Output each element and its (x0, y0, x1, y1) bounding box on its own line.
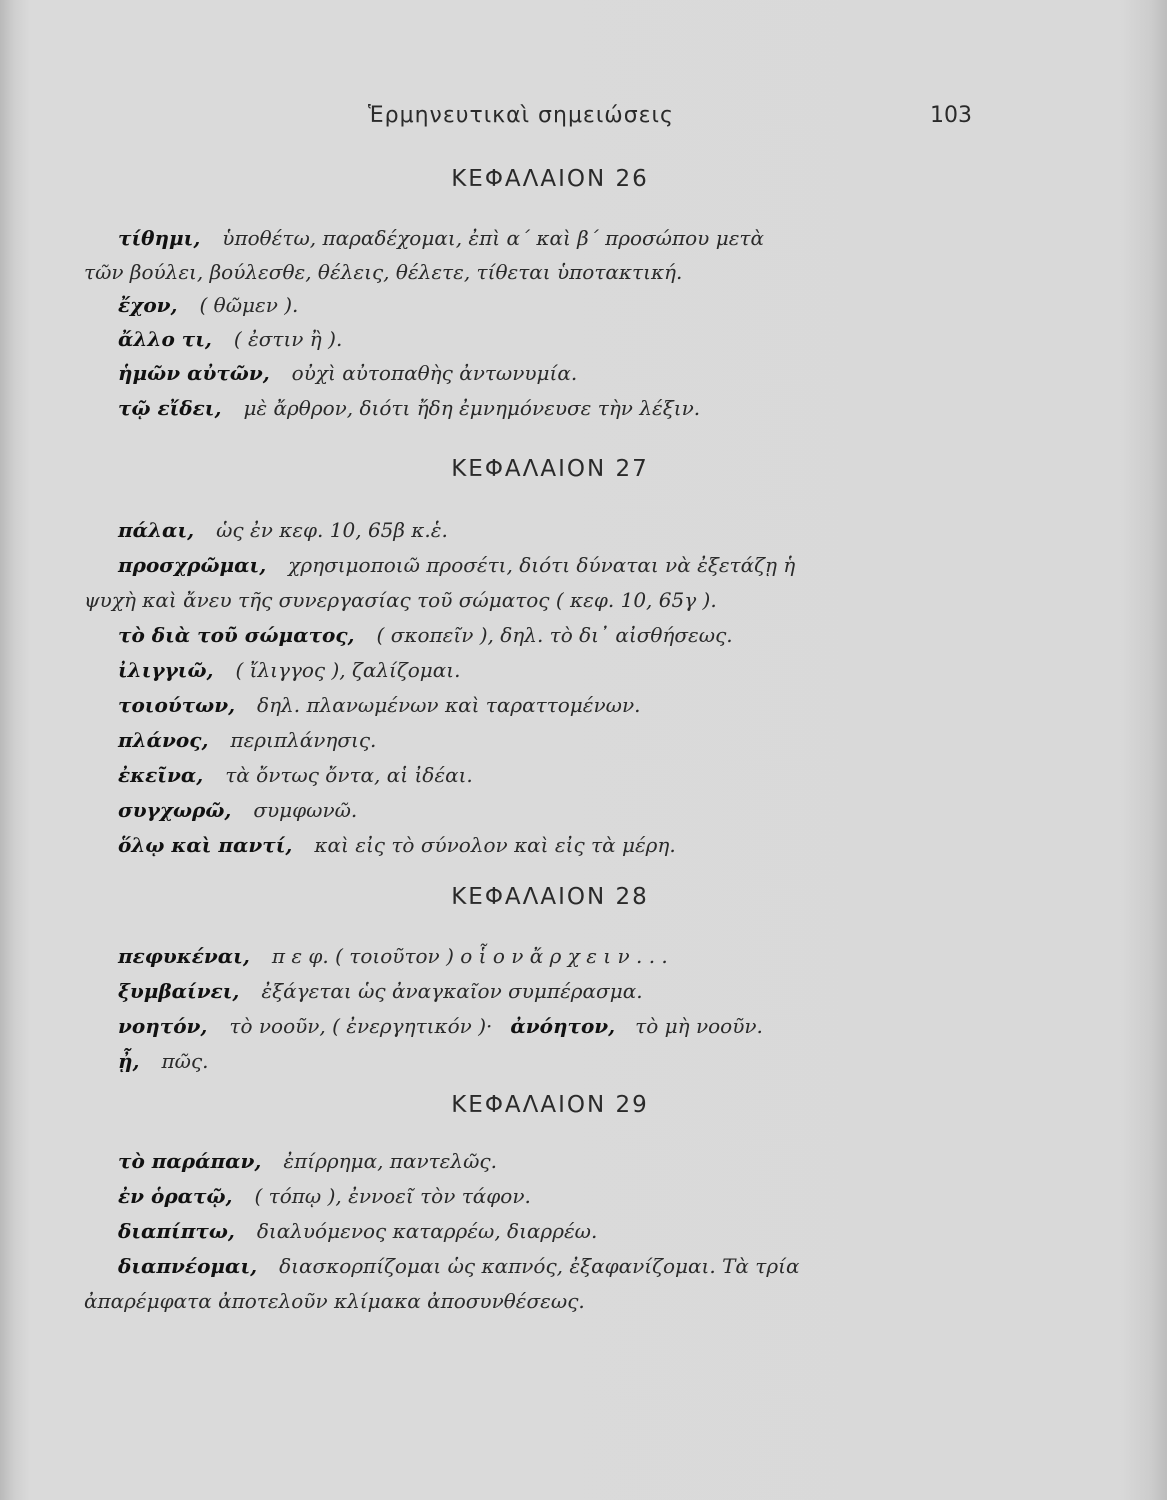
gloss-line (118, 1047, 1018, 1075)
gloss: διαλυόμενος καταρρέω, διαρρέω. (256, 1219, 598, 1243)
gloss-line (84, 586, 984, 614)
gloss: τῶν βούλει, βούλεσθε, θέλεις, θέλετε, τίθεται ὑποτακτική. (84, 260, 683, 284)
gloss: ὡς ἐν κεφ. 10, 65β κ.ἑ. (216, 518, 448, 542)
term: ἐν ὁρατῷ, (118, 1184, 233, 1208)
gloss-line (118, 726, 1018, 754)
gloss: πῶς. (161, 1049, 209, 1073)
term: ᾖ, (118, 1049, 140, 1073)
chapter-heading: ΚΕΦΑΛΑΙΟΝ 27 (451, 456, 649, 482)
gloss: συμφωνῶ. (253, 798, 358, 822)
gloss-line (118, 691, 1018, 719)
gloss: ( τόπῳ ), ἐννοεῖ τὸν τάφον. (254, 1184, 531, 1208)
gloss-line (118, 394, 1018, 422)
term: διαπνέομαι, (118, 1254, 258, 1278)
term: τίθημι, (118, 226, 201, 250)
page-number: 103 (930, 103, 972, 128)
term: πάλαι, (118, 518, 195, 542)
gloss-line (118, 1252, 1018, 1280)
gloss-line (118, 1217, 1018, 1245)
gloss: ( σκοπεῖν ), δηλ. τὸ δι᾽ αἰσθήσεως. (376, 623, 733, 647)
term: ἀνόητον, (510, 1014, 616, 1038)
gloss: οὐχὶ αὐτοπαθὴς ἀντωνυμία. (291, 361, 578, 385)
term: τὸ διὰ τοῦ σώματος, (118, 623, 355, 647)
gloss-line (118, 1147, 1018, 1175)
gloss: ὑποθέτω, παραδέχομαι, ἐπὶ α΄ καὶ β΄ προσώπου μετὰ (222, 226, 764, 250)
term: ἐκεῖνα, (118, 763, 204, 787)
chapter-heading: ΚΕΦΑΛΑΙΟΝ 28 (451, 884, 649, 910)
gloss: τὸ μὴ νοοῦν. (635, 1014, 763, 1038)
gloss-line (84, 258, 984, 286)
term: τῷ εἴδει, (118, 396, 222, 420)
gloss: π ε φ. ( τοιοῦτον ) ο ἷ ο ν ἄ ρ χ ε ι ν . . . (271, 944, 668, 968)
gloss-line (118, 621, 1018, 649)
gloss-line (118, 516, 1018, 544)
gloss-line (118, 977, 1018, 1005)
term: πεφυκέναι, (118, 944, 250, 968)
gloss: καὶ εἰς τὸ σύνολον καὶ εἰς τὰ μέρη. (314, 833, 676, 857)
gloss: ἐξάγεται ὡς ἀναγκαῖον συμπέρασμα. (261, 979, 643, 1003)
chapter-heading: ΚΕΦΑΛΑΙΟΝ 29 (451, 1092, 649, 1118)
gloss: ἀπαρέμφατα ἀποτελοῦν κλίμακα ἀποσυνθέσεως. (84, 1289, 585, 1313)
gloss-line (118, 761, 1018, 789)
gloss-line (118, 1182, 1018, 1210)
gloss: ( ἐστιν ἢ ). (233, 327, 343, 351)
gloss-line (118, 942, 1018, 970)
gloss: ( θῶμεν ). (199, 293, 299, 317)
term: νοητόν, (118, 1014, 208, 1038)
term: ἔχον, (118, 293, 178, 317)
gloss: τὰ ὄντως ὄντα, αἱ ἰδέαι. (225, 763, 473, 787)
gloss-line (118, 224, 1018, 252)
term: ὅλῳ καὶ παντί, (118, 833, 293, 857)
gloss-line (118, 359, 1018, 387)
gloss-line (118, 291, 1018, 319)
gloss-line (118, 1012, 1018, 1040)
gloss-line (118, 656, 1018, 684)
gloss: τὸ νοοῦν, ( ἐνεργητικόν )· (229, 1014, 493, 1038)
term: προσχρῶμαι, (118, 553, 267, 577)
gloss: ( ἴλιγγος ), ζαλίζομαι. (235, 658, 461, 682)
gloss-line (118, 796, 1018, 824)
term: ξυμβαίνει, (118, 979, 240, 1003)
running-title: Ἑρμηνευτικαὶ σημειώσεις (368, 103, 674, 128)
gloss-line (118, 831, 1018, 859)
gloss: ψυχὴ καὶ ἄνευ τῆς συνεργασίας τοῦ σώματος ( κεφ. 10, 65γ ). (84, 588, 717, 612)
term: ἰλιγγιῶ, (118, 658, 214, 682)
term: τοιούτων, (118, 693, 236, 717)
gloss: διασκορπίζομαι ὡς καπνός, ἐξαφανίζομαι. Τὰ τρία (279, 1254, 800, 1278)
term: διαπίπτω, (118, 1219, 235, 1243)
gloss-line (118, 325, 1018, 353)
term: συγχωρῶ, (118, 798, 232, 822)
gloss-line (84, 1287, 984, 1315)
running-header (0, 103, 1167, 133)
gloss: δηλ. πλανωμένων καὶ ταραττομένων. (257, 693, 641, 717)
term: τὸ παράπαν, (118, 1149, 262, 1173)
gloss: χρησιμοποιῶ προσέτι, διότι δύναται νὰ ἐξετάζῃ ἡ (288, 553, 796, 577)
term: ἄλλο τι, (118, 327, 212, 351)
gloss-line (118, 551, 1018, 579)
gloss: περιπλάνησις. (230, 728, 377, 752)
term: ἡμῶν αὐτῶν, (118, 361, 270, 385)
gloss: ἐπίρρημα, παντελῶς. (283, 1149, 497, 1173)
chapter-heading: ΚΕΦΑΛΑΙΟΝ 26 (451, 166, 649, 192)
term: πλάνος, (118, 728, 209, 752)
gloss: μὲ ἄρθρον, διότι ἤδη ἐμνημόνευσε τὴν λέξιν. (243, 396, 701, 420)
